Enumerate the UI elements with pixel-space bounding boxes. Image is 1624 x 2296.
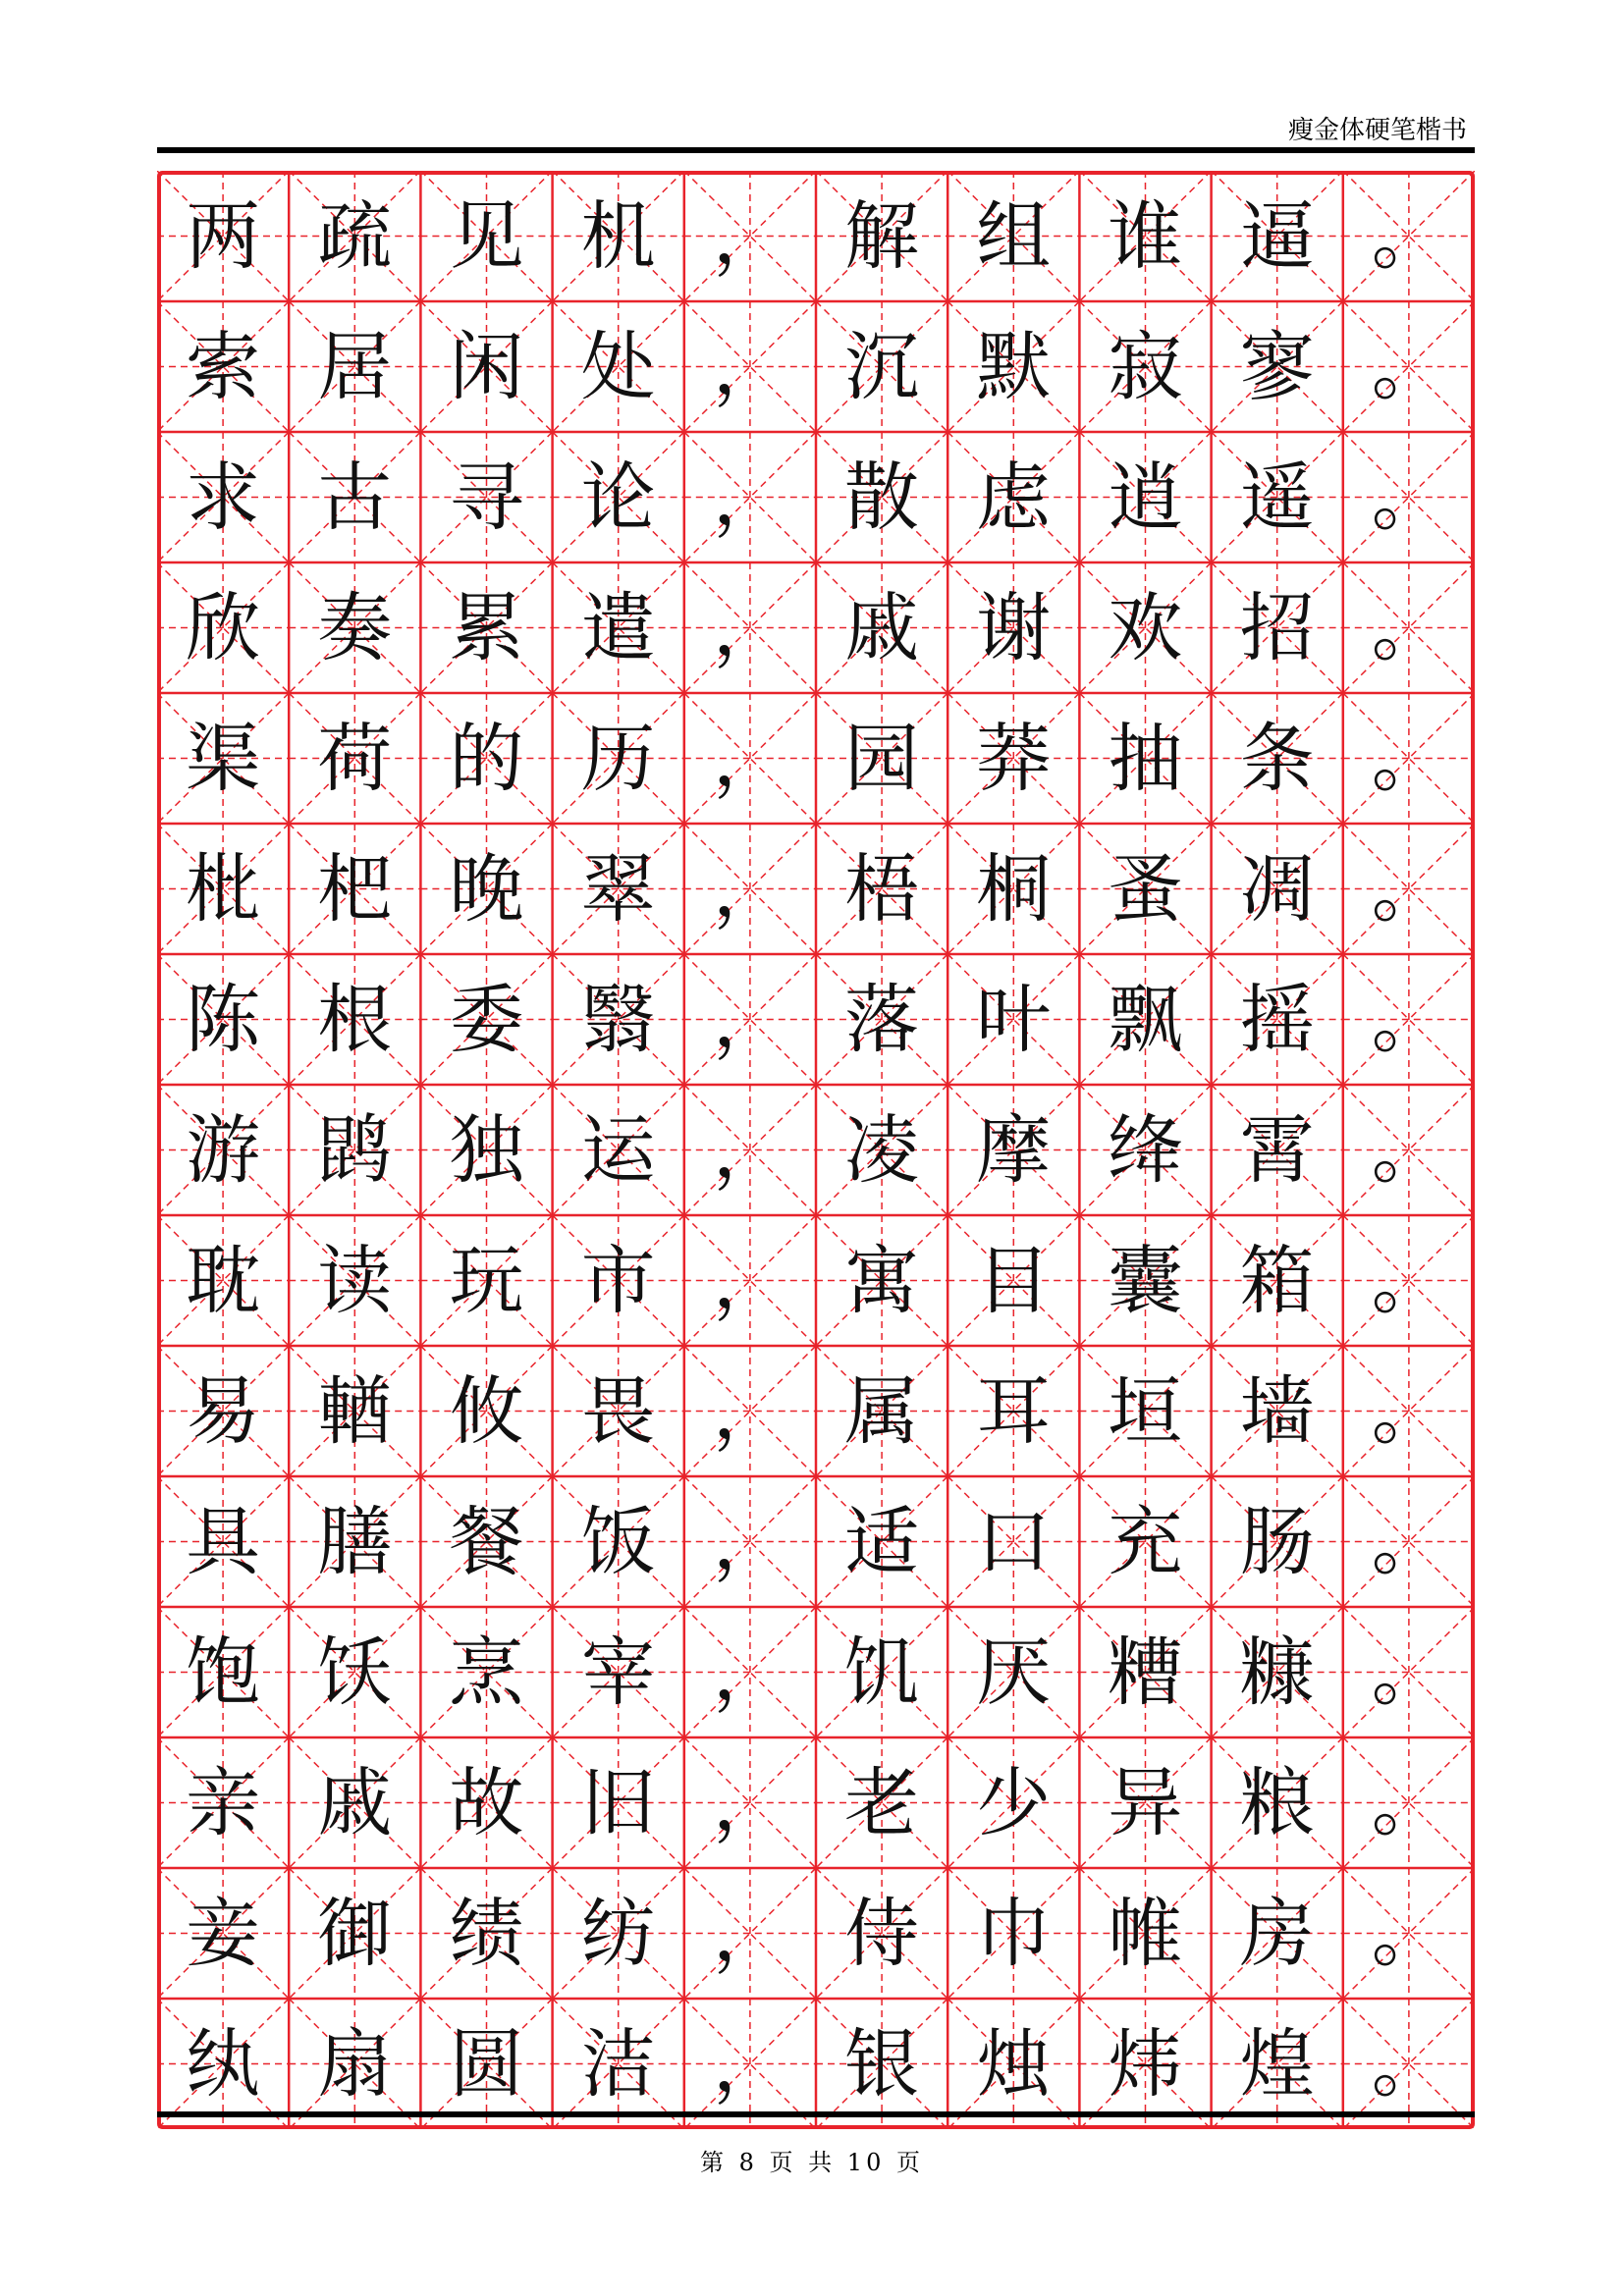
- grid-cell-character: 寓: [844, 1236, 920, 1324]
- grid-cell-character: 糟: [1108, 1628, 1183, 1716]
- grid-cell-character: 糠: [1239, 1628, 1315, 1716]
- grid-cell-character: 圆: [449, 2019, 524, 2108]
- grid-cell-character: 属: [844, 1366, 920, 1455]
- grid-cell-character: 房: [1239, 1889, 1315, 1977]
- grid-cell-character: 侍: [844, 1889, 920, 1977]
- grid-cell-character: 。: [1371, 583, 1446, 671]
- grid-cell-character: 饭: [580, 1497, 656, 1585]
- grid-cell-character: 梧: [844, 844, 920, 933]
- grid-cell-character: 戚: [844, 583, 920, 671]
- grid-cell-character: 摇: [1239, 975, 1315, 1063]
- grid-cell-character: 根: [317, 975, 393, 1063]
- grid-cell-character: 游: [186, 1105, 261, 1194]
- grid-cell-character: 累: [449, 583, 524, 671]
- grid-cell-character: 。: [1371, 1628, 1446, 1716]
- grid-cell-character: 居: [317, 322, 393, 410]
- grid-cell-character: ，: [712, 1236, 787, 1324]
- grid-cell-character: 。: [1371, 1366, 1446, 1455]
- grid-cell-character: 厌: [976, 1628, 1052, 1716]
- grid-cell-character: 具: [186, 1497, 261, 1585]
- grid-cell-character: 。: [1371, 1105, 1446, 1194]
- grid-cell-character: 攸: [449, 1366, 524, 1455]
- character-cells: [157, 171, 1475, 2129]
- grid-cell-character: 囊: [1108, 1236, 1183, 1324]
- grid-cell-character: 饫: [317, 1628, 393, 1716]
- grid-cell-character: 凋: [1239, 844, 1315, 933]
- grid-cell-character: 。: [1371, 1497, 1446, 1585]
- grid-cell-character: 膳: [317, 1497, 393, 1585]
- grid-cell-character: 莽: [976, 714, 1052, 802]
- grid-cell-character: 绛: [1108, 1105, 1183, 1194]
- grid-cell-character: 疏: [317, 191, 393, 280]
- grid-cell-character: ，: [712, 322, 787, 410]
- grid-cell-character: 解: [844, 191, 920, 280]
- grid-cell-character: 。: [1371, 1236, 1446, 1324]
- grid-cell-character: 翠: [580, 844, 656, 933]
- grid-cell-character: ，: [712, 1366, 787, 1455]
- grid-cell-character: 绩: [449, 1889, 524, 1977]
- grid-cell-character: 组: [976, 191, 1052, 280]
- grid-cell-character: 饱: [186, 1628, 261, 1716]
- grid-cell-character: 。: [1371, 322, 1446, 410]
- grid-cell-character: 目: [976, 1236, 1052, 1324]
- grid-cell-character: 历: [580, 714, 656, 802]
- grid-cell-character: 。: [1371, 844, 1446, 933]
- grid-cell-character: 适: [844, 1497, 920, 1585]
- grid-cell-character: 寂: [1108, 322, 1183, 410]
- grid-cell-character: 纨: [186, 2019, 261, 2108]
- grid-cell-character: 耳: [976, 1366, 1052, 1455]
- grid-cell-character: 翳: [580, 975, 656, 1063]
- page-number: 第 8 页 共 10 页: [700, 2149, 924, 2176]
- grid-cell-character: 墙: [1239, 1366, 1315, 1455]
- grid-cell-character: 戚: [317, 1758, 393, 1846]
- page-header-title: 瘦金体硬笔楷书: [1287, 116, 1467, 145]
- grid-cell-character: 默: [976, 322, 1052, 410]
- grid-cell-character: 委: [449, 975, 524, 1063]
- grid-cell-character: ，: [712, 844, 787, 933]
- grid-cell-character: 落: [844, 975, 920, 1063]
- footer-rule: [157, 2111, 1475, 2117]
- grid-cell-character: ，: [712, 1889, 787, 1977]
- grid-cell-character: 霄: [1239, 1105, 1315, 1194]
- grid-cell-character: 巾: [976, 1889, 1052, 1977]
- grid-cell-character: 口: [976, 1497, 1052, 1585]
- grid-cell-character: 烹: [449, 1628, 524, 1716]
- grid-cell-character: 烛: [976, 2019, 1052, 2108]
- grid-cell-character: 杷: [317, 844, 393, 933]
- grid-cell-character: 招: [1239, 583, 1315, 671]
- grid-cell-character: 鹍: [317, 1105, 393, 1194]
- grid-cell-character: 逼: [1239, 191, 1315, 280]
- grid-cell-character: 银: [844, 2019, 920, 2108]
- grid-cell-character: 饥: [844, 1628, 920, 1716]
- grid-cell-character: 炜: [1108, 2019, 1183, 2108]
- grid-cell-character: 寥: [1239, 322, 1315, 410]
- grid-cell-character: 。: [1371, 2019, 1446, 2108]
- grid-cell-character: 。: [1371, 191, 1446, 280]
- grid-cell-character: 陈: [186, 975, 261, 1063]
- grid-cell-character: ，: [712, 2019, 787, 2108]
- grid-cell-character: 寻: [449, 453, 524, 541]
- grid-cell-character: 枇: [186, 844, 261, 933]
- grid-cell-character: 求: [186, 453, 261, 541]
- grid-cell-character: 散: [844, 453, 920, 541]
- grid-cell-character: 古: [317, 453, 393, 541]
- grid-cell-character: ，: [712, 1758, 787, 1846]
- grid-cell-character: 畏: [580, 1366, 656, 1455]
- grid-cell-character: 飘: [1108, 975, 1183, 1063]
- grid-cell-character: 欣: [186, 583, 261, 671]
- grid-cell-character: 粮: [1239, 1758, 1315, 1846]
- grid-cell-character: 遣: [580, 583, 656, 671]
- grid-cell-character: ，: [712, 1497, 787, 1585]
- grid-cell-character: 箱: [1239, 1236, 1315, 1324]
- grid-cell-character: 论: [580, 453, 656, 541]
- grid-cell-character: 奏: [317, 583, 393, 671]
- grid-cell-character: 独: [449, 1105, 524, 1194]
- grid-cell-character: 故: [449, 1758, 524, 1846]
- grid-cell-character: 旧: [580, 1758, 656, 1846]
- grid-cell-character: 耽: [186, 1236, 261, 1324]
- grid-cell-character: 遥: [1239, 453, 1315, 541]
- grid-cell-character: 渠: [186, 714, 261, 802]
- grid-cell-character: 。: [1371, 453, 1446, 541]
- grid-cell-character: 帷: [1108, 1889, 1183, 1977]
- grid-cell-character: 晚: [449, 844, 524, 933]
- grid-cell-character: 亲: [186, 1758, 261, 1846]
- grid-cell-character: 玩: [449, 1236, 524, 1324]
- grid-cell-character: 。: [1371, 714, 1446, 802]
- grid-cell-character: 垣: [1108, 1366, 1183, 1455]
- grid-cell-character: 御: [317, 1889, 393, 1977]
- header-rule: [157, 147, 1475, 153]
- grid-cell-character: 欢: [1108, 583, 1183, 671]
- grid-cell-character: 两: [186, 191, 261, 280]
- grid-cell-character: 处: [580, 322, 656, 410]
- grid-cell-character: 市: [580, 1236, 656, 1324]
- grid-cell-character: 。: [1371, 975, 1446, 1063]
- grid-cell-character: 凌: [844, 1105, 920, 1194]
- grid-cell-character: ，: [712, 191, 787, 280]
- grid-cell-character: 抽: [1108, 714, 1183, 802]
- grid-cell-character: 荷: [317, 714, 393, 802]
- grid-cell-character: 妾: [186, 1889, 261, 1977]
- grid-cell-character: 见: [449, 191, 524, 280]
- grid-cell-character: 宰: [580, 1628, 656, 1716]
- grid-cell-character: 老: [844, 1758, 920, 1846]
- grid-cell-character: ，: [712, 583, 787, 671]
- grid-cell-character: 易: [186, 1366, 261, 1455]
- grid-cell-character: 肠: [1239, 1497, 1315, 1585]
- grid-cell-character: 少: [976, 1758, 1052, 1846]
- grid-cell-character: 。: [1371, 1889, 1446, 1977]
- grid-cell-character: ，: [712, 453, 787, 541]
- grid-cell-character: ，: [712, 1628, 787, 1716]
- grid-cell-character: 谢: [976, 583, 1052, 671]
- grid-cell-character: 蚤: [1108, 844, 1183, 933]
- grid-cell-character: 的: [449, 714, 524, 802]
- grid-cell-character: 闲: [449, 322, 524, 410]
- grid-cell-character: 洁: [580, 2019, 656, 2108]
- grid-cell-character: 逍: [1108, 453, 1183, 541]
- grid-cell-character: 索: [186, 322, 261, 410]
- grid-cell-character: 园: [844, 714, 920, 802]
- grid-cell-character: 摩: [976, 1105, 1052, 1194]
- grid-cell-character: 扇: [317, 2019, 393, 2108]
- grid-cell-character: 煌: [1239, 2019, 1315, 2108]
- grid-cell-character: 桐: [976, 844, 1052, 933]
- mi-grid-practice-sheet: [157, 171, 1475, 2129]
- grid-cell-character: 机: [580, 191, 656, 280]
- grid-cell-character: 条: [1239, 714, 1315, 802]
- grid-cell-character: ，: [712, 1105, 787, 1194]
- grid-cell-character: 谁: [1108, 191, 1183, 280]
- grid-cell-character: 。: [1371, 1758, 1446, 1846]
- grid-cell-character: 异: [1108, 1758, 1183, 1846]
- grid-cell-character: 沉: [844, 322, 920, 410]
- grid-cell-character: 运: [580, 1105, 656, 1194]
- grid-cell-character: 纺: [580, 1889, 656, 1977]
- grid-cell-character: ，: [712, 714, 787, 802]
- grid-cell-character: 读: [317, 1236, 393, 1324]
- grid-cell-character: ，: [712, 975, 787, 1063]
- grid-cell-character: 叶: [976, 975, 1052, 1063]
- grid-cell-character: 充: [1108, 1497, 1183, 1585]
- grid-cell-character: 虑: [976, 453, 1052, 541]
- grid-cell-character: 餐: [449, 1497, 524, 1585]
- grid-cell-character: 輶: [317, 1366, 393, 1455]
